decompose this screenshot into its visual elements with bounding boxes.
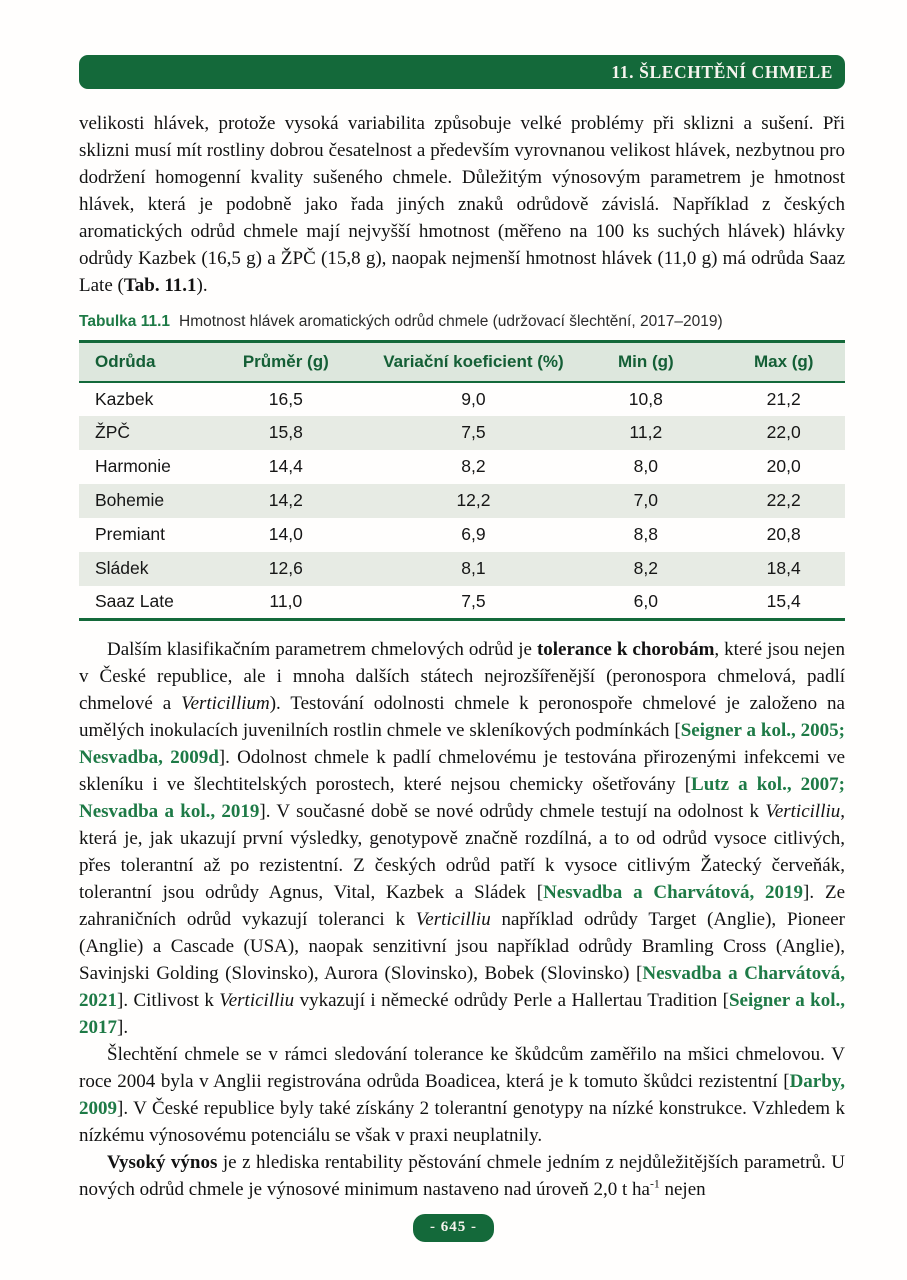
- value-cell: 7,0: [633, 490, 658, 510]
- text-segment: Dalším klasifikačním parametrem chmelových odrůd je: [107, 639, 537, 660]
- text-segment: velikosti hlávek, protože vysoká variabilita způsobuje velké problémy při sklizni a sušení. Při sklizni musí mít rostliny dobrou česatelnost a především vyrovnanou velikost hlávek, nezbytnou pro dodržení homogenní kvality sušeného chmele. Důležitým výnosovým parametrem je hmotnost hlávek, která je podobně jako řada jiných znaků odrůdově závislá. Například z českých aromatických odrůd chmele mají nejvyšší hmotnost (měřeno na 100 ks suchých hlávek) hlávky odrůdy Kazbek (16,5 g) a ŽPČ (15,8 g), naopak nejmenší hmotnost hlávek (11,0 g) má odrůda Saaz Late (: [79, 113, 845, 296]
- table-caption: [79, 313, 845, 331]
- text-segment: ]. V současné době se nové odrůdy chmele testují na odolnost k: [259, 801, 766, 822]
- text-segment: Tab. 11.1: [123, 275, 197, 296]
- text-segment: ). Testování odolnosti chmele k peronospoře chmelové je založeno na umělých inokulacích juvenilních rostlin chmele ve skleníkových podmínkách [: [79, 693, 845, 741]
- column-header: Průměr (g): [194, 342, 378, 382]
- text-segment: například odrůdy Target (Anglie), Pioneer (Anglie) a Cascade (USA), naopak senzitivní jsou například odrůdy Bramling Cross (Anglie), Savinjski Golding (Slovinsko), Aurora (Slovinsko), Bobek (Slovinsko) [: [79, 909, 845, 984]
- citation: Lutz a kol., 2007; Nesvadba a kol., 2019: [79, 774, 845, 822]
- text-segment: -1: [649, 1177, 660, 1191]
- table-row: [79, 484, 845, 518]
- value-cell: 8,2: [461, 456, 486, 476]
- chapter-title: 11. ŠLECHTĚNÍ CHMELE: [611, 62, 833, 82]
- value-cell: 12,6: [268, 558, 303, 578]
- table-caption-label: Tabulka 11.1: [79, 313, 171, 330]
- value-cell: 12,2: [456, 490, 491, 510]
- table-header-row: [79, 342, 845, 382]
- column-header: Min (g): [569, 342, 722, 382]
- hop-varieties-table: [79, 340, 845, 621]
- value-cell: 11,0: [269, 591, 303, 612]
- text-segment: ]. Odolnost chmele k padlí chmelovému je testována přirozenými infekcemi ve skleníku i ve šlechtitelských porostech, které nejsou chemicky ošetřovány [: [79, 747, 846, 795]
- table-row: [79, 518, 845, 552]
- table-row: [79, 552, 845, 586]
- citation: Nesvadba a Charvátová, 2021: [79, 963, 845, 1011]
- text-segment: Verticillium: [181, 693, 270, 714]
- table-body: [79, 382, 845, 620]
- text-segment: , které jsou nejen v České republice, ale i mnoha dalších státech nejrozšířenější (peronospora chmelová, padlí chmelové a: [79, 639, 845, 714]
- value-cell: 14,2: [268, 490, 303, 510]
- value-cell: 21,2: [766, 388, 801, 409]
- paragraph-yield: [79, 1149, 845, 1203]
- text-segment: je z hlediska rentability pěstování chmele jedním z nejdůležitějších parametrů. U nových odrůd chmele je výnosové minimum nastaveno nad úroveň 2,0 t ha: [79, 1152, 845, 1200]
- paragraph-intro: [79, 110, 845, 299]
- text-segment: Verticilliu: [765, 801, 841, 822]
- text-segment: tolerance k chorobám: [536, 639, 715, 660]
- value-cell: 6,0: [633, 591, 658, 612]
- body-text-bottom: [79, 636, 845, 1203]
- variety-name: Saaz Late: [95, 591, 174, 612]
- value-cell: 22,2: [766, 490, 801, 510]
- variety-name: Bohemie: [95, 490, 165, 510]
- text-segment: Verticilliu: [415, 909, 491, 930]
- variety-name: Kazbek: [95, 388, 154, 409]
- text-segment: ]. V České republice byly také získány 2 tolerantní genotypy na nízké konstrukce. Vzhledem k nízkému výnosovému potenciálu se však v praxi neuplatnily.: [79, 1098, 845, 1146]
- text-segment: , která je, jak ukazují první výsledky, genotypově značně rozdílná, a to od odrůd vysoce citlivých, přes tolerantní až po rezistentní. Z českých odrůd patří k vysoce citlivým Žatecký červeňák, tolerantní jsou odrůdy Agnus, Vital, Kazbek a Sládek [: [79, 801, 845, 903]
- value-cell: 14,4: [268, 456, 303, 476]
- variety-name: Harmonie: [95, 456, 171, 476]
- citation: Nesvadba a Charvátová, 2019: [543, 882, 804, 903]
- value-cell: 20,8: [766, 524, 801, 544]
- variety-name: ŽPČ: [95, 422, 130, 442]
- column-header: Odrůda: [79, 342, 194, 382]
- paragraph-tolerance: [79, 636, 845, 1041]
- value-cell: 16,5: [268, 388, 303, 409]
- value-cell: 9,0: [461, 388, 486, 409]
- text-segment: ]. Citlivost k: [117, 990, 220, 1011]
- value-cell: 18,4: [766, 558, 801, 578]
- value-cell: 10,8: [628, 388, 663, 409]
- text-segment: ].: [117, 1017, 129, 1038]
- page-content: [79, 110, 845, 1203]
- table-caption-text: Hmotnost hlávek aromatických odrůd chmele (udržovací šlechtění, 2017–2019): [179, 313, 723, 330]
- table-row: [79, 416, 845, 450]
- value-cell: 15,8: [268, 422, 303, 442]
- value-cell: 8,2: [633, 558, 658, 578]
- value-cell: 6,9: [461, 524, 486, 544]
- body-text-top: [79, 110, 845, 299]
- value-cell: 20,0: [766, 456, 801, 476]
- paragraph-pests: [79, 1041, 845, 1149]
- citation: Seigner a kol., 2017: [79, 990, 845, 1038]
- variety-name: Premiant: [95, 524, 166, 544]
- text-segment: vykazují i německé odrůdy Perle a Hallertau Tradition [: [294, 990, 729, 1011]
- text-segment: Vysoký výnos: [107, 1152, 218, 1173]
- value-cell: 7,5: [461, 422, 486, 442]
- text-segment: nejen: [659, 1179, 706, 1200]
- value-cell: 7,5: [461, 591, 486, 612]
- page-number: - 645 -: [413, 1214, 494, 1242]
- text-segment: Šlechtění chmele se v rámci sledování tolerance ke škůdcům zaměřilo na mšici chmelovou. V roce 2004 byla v Anglii registrována odrůda Boadicea, která je k tomuto škůdci rezistentní [: [79, 1044, 845, 1092]
- value-cell: 22,0: [766, 422, 801, 442]
- citation: Darby, 2009: [79, 1071, 845, 1119]
- table-row: [79, 382, 845, 416]
- text-segment: Verticilliu: [219, 990, 295, 1011]
- value-cell: 11,2: [629, 422, 663, 442]
- column-header: Variační koeficient (%): [378, 342, 570, 382]
- value-cell: 8,0: [633, 456, 658, 476]
- citation: Seigner a kol., 2005; Nesvadba, 2009d: [79, 720, 845, 768]
- chapter-header-bar: [79, 55, 845, 89]
- table-row: [79, 450, 845, 484]
- column-header: Max (g): [722, 342, 845, 382]
- value-cell: 8,8: [633, 524, 658, 544]
- value-cell: 8,1: [461, 558, 486, 578]
- variety-name: Sládek: [95, 558, 149, 578]
- value-cell: 14,0: [268, 524, 303, 544]
- table-row: [79, 586, 845, 620]
- text-segment: ]. Ze zahraničních odrůd vykazují toleranci k: [79, 882, 845, 930]
- table-header: [79, 342, 845, 382]
- page-footer: [0, 1214, 907, 1242]
- value-cell: 15,4: [766, 591, 801, 612]
- text-segment: ).: [196, 275, 208, 296]
